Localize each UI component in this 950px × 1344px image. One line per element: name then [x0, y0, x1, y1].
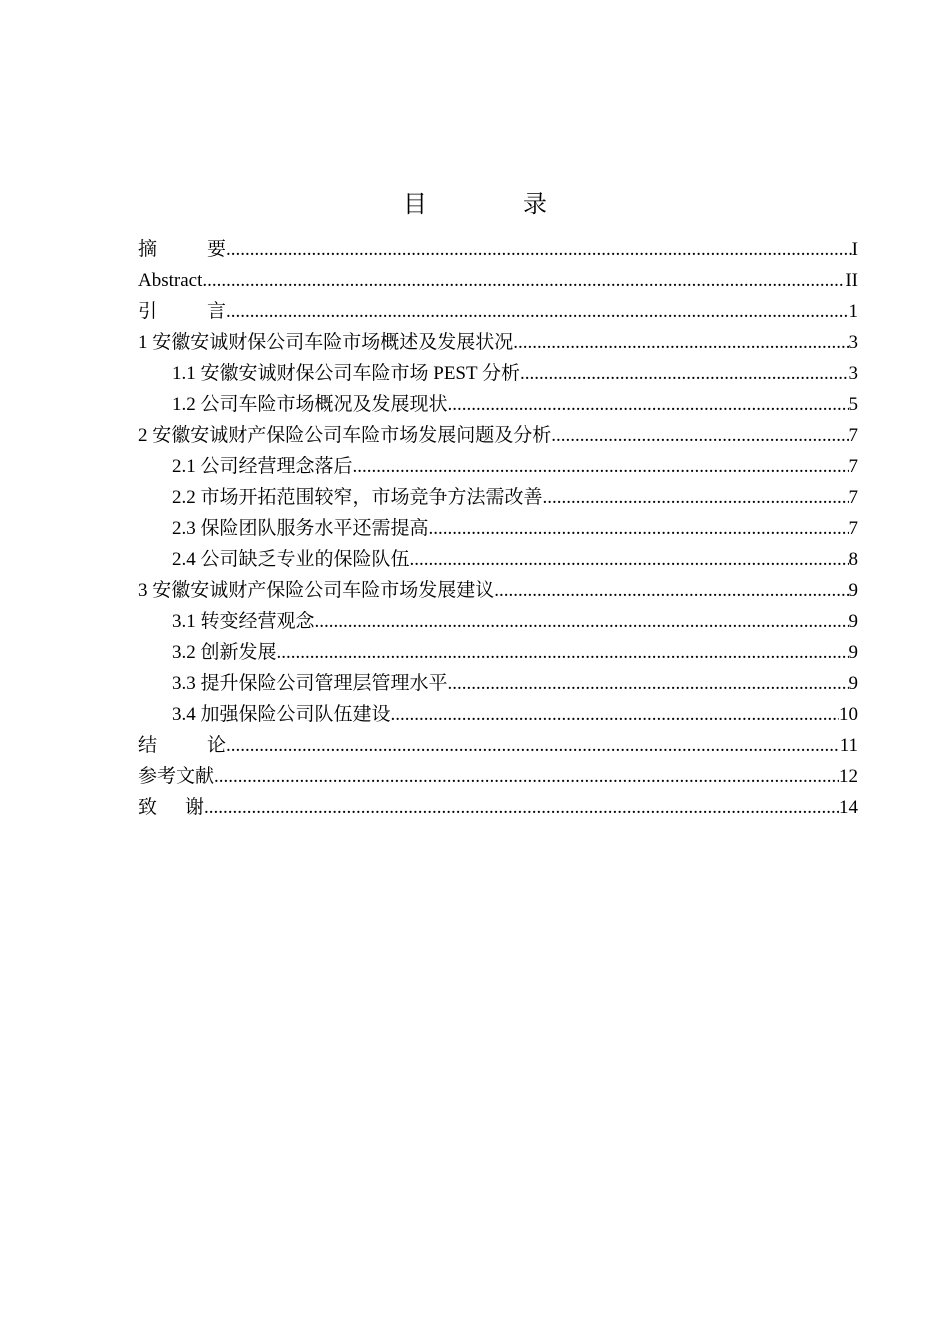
toc-entry-page: 12	[839, 766, 858, 787]
toc-entry-label: 摘 要	[138, 239, 226, 260]
toc-entry-page: 5	[848, 394, 858, 415]
toc-entry[interactable]	[138, 513, 858, 544]
dot-leader	[448, 389, 849, 420]
dot-leader	[315, 606, 849, 637]
toc-entry-page: 14	[839, 797, 858, 818]
toc-entry[interactable]	[138, 668, 858, 699]
toc-entry-page: 7	[848, 456, 858, 477]
dot-leader	[551, 420, 848, 451]
dot-leader	[391, 699, 839, 730]
toc-entry-label: 2 安徽安诚财产保险公司车险市场发展问题及分析	[138, 425, 552, 446]
toc-entry-label: 2.2 市场开拓范围较窄，市场竞争方法需改善	[172, 487, 543, 508]
toc-entry-label: 2.1 公司经营理念落后	[172, 456, 353, 477]
toc-entry-page: 7	[848, 518, 858, 539]
toc-entry-label: 1.2 公司车险市场概况及发展现状	[172, 394, 448, 415]
toc-entry-label: 结 论	[138, 735, 226, 756]
toc-entry[interactable]	[138, 699, 858, 730]
dot-leader	[226, 730, 840, 761]
toc-entry-page: 1	[848, 301, 858, 322]
toc-entry[interactable]	[138, 482, 858, 513]
toc-entry-page: 10	[839, 704, 858, 725]
toc-title: 目 录	[403, 190, 583, 218]
toc-entry-label: 3.1 转变经营观念	[172, 611, 315, 632]
toc-entry[interactable]	[138, 451, 858, 482]
toc-entry[interactable]	[138, 358, 858, 389]
toc-entry-label: 3 安徽安诚财产保险公司车险市场发展建议	[138, 580, 495, 601]
dot-leader	[543, 482, 849, 513]
dot-leader	[226, 296, 849, 327]
toc-entry[interactable]	[138, 420, 858, 451]
toc-entry-label: 1 安徽安诚财保公司车险市场概述及发展状况	[138, 332, 514, 353]
toc-entry-label: 3.2 创新发展	[172, 642, 277, 663]
toc-entry-page: 3	[848, 332, 858, 353]
dot-leader	[448, 668, 849, 699]
toc-entry-label: 致 谢	[138, 797, 204, 818]
dot-leader	[494, 575, 848, 606]
toc-entry[interactable]	[138, 234, 858, 265]
dot-leader	[513, 327, 848, 358]
toc-entry[interactable]	[138, 327, 858, 358]
toc-entry-label: 3.3 提升保险公司管理层管理水平	[172, 673, 448, 694]
toc-entry[interactable]	[138, 637, 858, 668]
toc-entry-page: 9	[848, 673, 858, 694]
toc-entry-page: II	[845, 270, 858, 291]
toc-entry[interactable]	[138, 389, 858, 420]
toc-entry-page: I	[851, 239, 858, 260]
dot-leader	[429, 513, 849, 544]
toc-entry[interactable]	[138, 792, 858, 823]
toc-list	[138, 234, 858, 823]
toc-entry-label: Abstract	[138, 270, 203, 291]
dot-leader	[226, 234, 852, 265]
dot-leader	[202, 265, 845, 296]
toc-entry[interactable]	[138, 575, 858, 606]
toc-entry-label: 2.3 保险团队服务水平还需提高	[172, 518, 429, 539]
toc-entry-label: 3.4 加强保险公司队伍建设	[172, 704, 391, 725]
toc-entry-page: 9	[848, 611, 858, 632]
dot-leader	[277, 637, 849, 668]
toc-entry[interactable]	[138, 296, 858, 327]
toc-entry-label: 1.1 安徽安诚财保公司车险市场 PEST 分析	[172, 363, 521, 384]
toc-entry-page: 8	[848, 549, 858, 570]
toc-entry[interactable]	[138, 730, 858, 761]
toc-entry-page: 7	[848, 425, 858, 446]
dot-leader	[204, 792, 839, 823]
dot-leader	[410, 544, 849, 575]
toc-entry-page: 7	[848, 487, 858, 508]
toc-entry[interactable]	[138, 606, 858, 637]
dot-leader	[520, 358, 848, 389]
toc-entry-label: 2.4 公司缺乏专业的保险队伍	[172, 549, 410, 570]
toc-entry-page: 9	[848, 642, 858, 663]
toc-entry-label: 参考文献	[138, 766, 215, 787]
toc-entry-label: 引 言	[138, 301, 226, 322]
toc-entry-page: 3	[848, 363, 858, 384]
toc-entry[interactable]	[138, 265, 858, 296]
toc-entry-page: 9	[848, 580, 858, 601]
dot-leader	[353, 451, 849, 482]
toc-entry[interactable]	[138, 761, 858, 792]
dot-leader	[214, 761, 839, 792]
toc-entry[interactable]	[138, 544, 858, 575]
toc-entry-page: 11	[839, 735, 858, 756]
